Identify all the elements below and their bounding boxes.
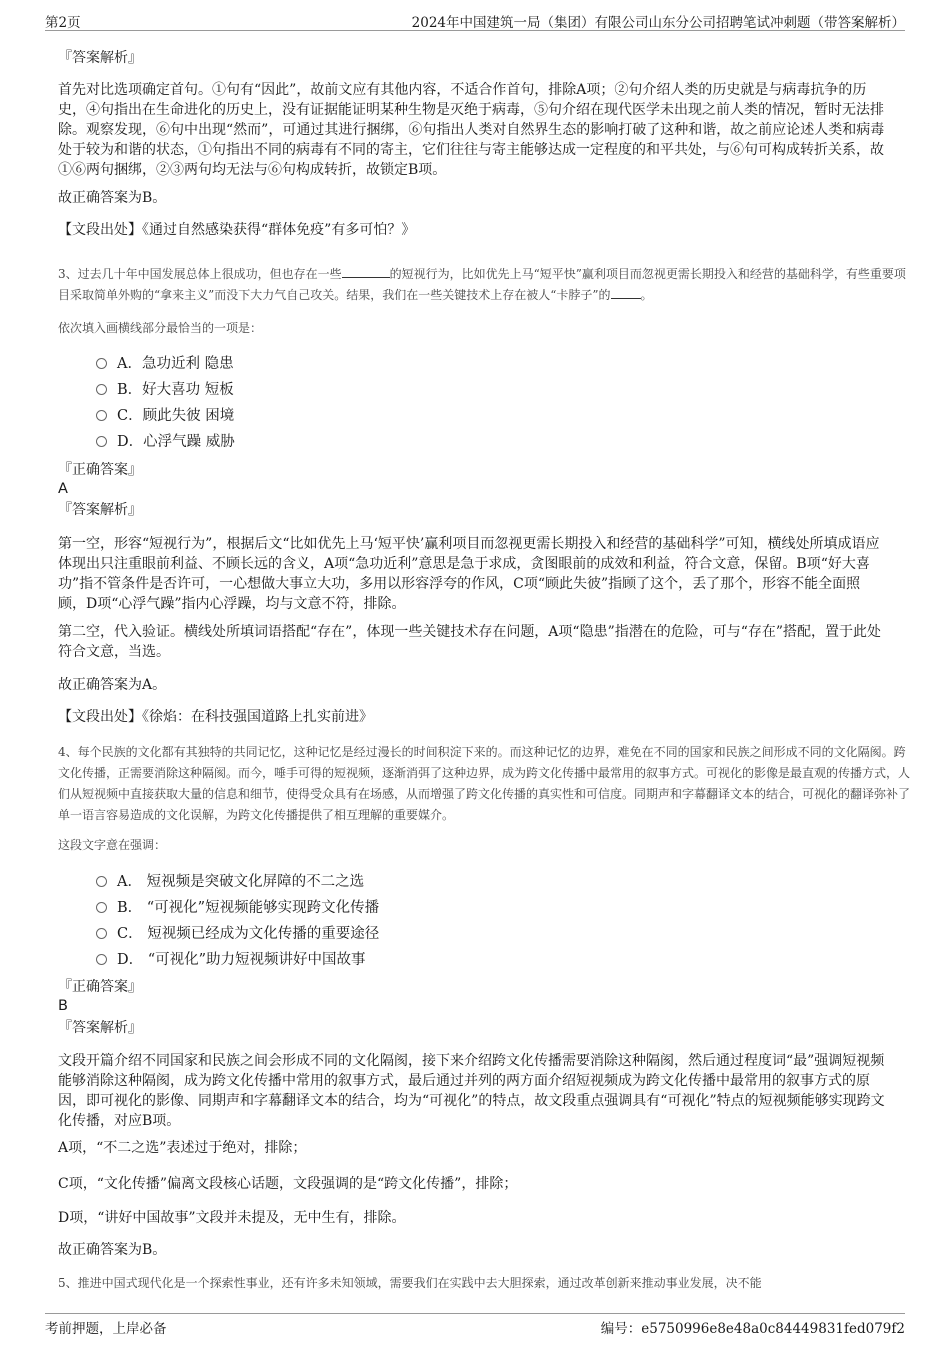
radio-icon[interactable] (96, 928, 107, 939)
q4-option-a-label: A． 短视频是突破文化屏障的不二之选 (117, 874, 365, 890)
q3-stem-part1: 3、过去几十年中国发展总体上很成功，但也存在一些 (58, 267, 342, 281)
footer-slogan: 考前押题，上岸必备 (45, 1321, 167, 1337)
q3-stem-part3: 。 (640, 288, 653, 302)
q3-option-d[interactable] (96, 432, 235, 452)
q3-analysis-1: 第一空，形容“短视行为”，根据后文“比如优先上马‘短平快’赢利项目而忽视更需长期投入和经营的基础科学”可知，横线处所填成语应体现出只注重眼前利益、不顾长远的含义，A项“急功近利”意思是急于求成，贪图眼前的成效和利益，符合文意，保留。B项“好大喜功”指不管条件是否许可，一心想做大事立大功，多用以形容浮夸的作风，C项“顾此失彼”指顾了这个，丢了那个，形容不能全面照顾，D项“心浮气躁”指内心浮躁，均与文意不符，排除。 (58, 536, 880, 612)
radio-icon[interactable] (96, 384, 107, 395)
q4-correct-label: 『正确答案』 (58, 979, 142, 995)
q4-option-b-label: B． “可视化”短视频能够实现跨文化传播 (117, 900, 380, 916)
q3-prompt: 依次填入画横线部分最恰当的一项是： (58, 321, 263, 335)
q3-option-a-label: A．急功近利 隐患 (117, 356, 234, 372)
q4-option-b[interactable] (96, 898, 379, 918)
radio-icon[interactable] (96, 954, 107, 965)
page-footer (45, 1313, 905, 1336)
q2-analysis-label: 『答案解析』 (58, 50, 142, 66)
q4-exclude-a: A项，“不二之选”表述过于绝对，排除； (58, 1140, 307, 1156)
q4-prompt: 这段文字意在强调： (58, 838, 167, 852)
q4-exclude-c: C项，“文化传播”偏离文段核心话题，文段强调的是“跨文化传播”，排除； (58, 1176, 518, 1192)
q4-analysis-label: 『答案解析』 (58, 1020, 142, 1036)
radio-icon[interactable] (96, 410, 107, 421)
q3-option-b-label: B．好大喜功 短板 (117, 382, 234, 398)
q4-option-c-label: C． 短视频已经成为文化传播的重要途径 (117, 926, 380, 942)
q2-source-title: 《通过自然感染获得“群体免疫”有多可怕？》 (142, 222, 416, 238)
q3-option-d-label: D．心浮气躁 威胁 (117, 434, 235, 450)
document-title: 2024年中国建筑一局（集团）有限公司山东分公司招聘笔试冲刺题（带答案解析） (411, 15, 905, 31)
q3-option-c[interactable] (96, 406, 234, 426)
q3-analysis-label: 『答案解析』 (58, 502, 142, 518)
q4-option-a[interactable] (96, 872, 364, 892)
radio-icon[interactable] (96, 902, 107, 913)
q4-answer: B (58, 998, 68, 1014)
q4-option-d-label: D． “可视化”助力短视频讲好中国故事 (117, 952, 366, 968)
q4-option-c[interactable] (96, 924, 379, 944)
fill-blank-2 (611, 286, 641, 299)
q2-source-label: 【文段出处】 (58, 222, 142, 238)
q3-stem (58, 264, 910, 306)
q2-source (58, 220, 888, 240)
q3-answer: A (58, 481, 68, 497)
q3-source-label: 【文段出处】 (58, 709, 142, 725)
q3-option-b[interactable] (96, 380, 234, 400)
q2-conclusion: 故正确答案为B。 (58, 190, 167, 206)
q3-source (58, 707, 888, 727)
radio-icon[interactable] (96, 436, 107, 447)
q4-exclude-d: D项，“讲好中国故事”文段并未提及，无中生有，排除。 (58, 1210, 406, 1226)
q4-analysis-text: 文段开篇介绍不同国家和民族之间会形成不同的文化隔阂，接下来介绍跨文化传播需要消除这种隔阂，然后通过程度词“最”强调短视频能够消除这种隔阂，成为跨文化传播中常用的叙事方式，最后通过并列的两方面介绍短视频成为跨文化传播中最常用的叙事方式的原因，即可视化的影像、同期声和字幕翻译文本的结合，均为“可视化”的特点，故文段重点强调具有“可视化”特点的短视频能够实现跨文化传播，对应B项。 (58, 1053, 885, 1129)
q3-option-c-label: C．顾此失彼 困境 (117, 408, 235, 424)
q3-analysis-2: 第二空，代入验证。横线处所填词语搭配“存在”，体现一些关键技术存在问题，A项“隐患”指潜在的危险，可与“存在”搭配，置于此处符合文意，当选。 (58, 624, 882, 660)
page-number: 第2页 (45, 15, 81, 31)
q4-stem: 4、每个民族的文化都有其独特的共同记忆，这种记忆是经过漫长的时间积淀下来的。而这种记忆的边界，难免在不同的国家和民族之间形成不同的文化隔阂。跨文化传播，正需要消除这种隔阂。而今，唾手可得的短视频，逐渐消弭了这种边界，成为跨文化传播中最常用的叙事方式。可视化的影像是最直观的传播方式，人们从短视频中直接获取大量的信息和细节，使得受众具有在场感，从而增强了跨文化传播的真实性和可信度。同期声和字幕翻译文本的结合，可视化的翻译弥补了单一语言容易造成的文化误解，为跨文化传播提供了相互理解的重要媒介。 (58, 745, 911, 822)
q3-stem-part2: 的短视行为，比如优先上马“短平快”赢利项目而忽视更需长期投入和经营的基础科学，有些重要项目采取简单外购的“拿来主义”而没下大力气自己攻关。结果，我们在一些关键技术上存在被人“卡脖子”的 (58, 267, 906, 302)
radio-icon[interactable] (96, 876, 107, 887)
radio-icon[interactable] (96, 358, 107, 369)
q4-conclusion: 故正确答案为B。 (58, 1242, 167, 1258)
q3-correct-label: 『正确答案』 (58, 462, 142, 478)
page-header (45, 8, 905, 31)
q5-stem: 5、推进中国式现代化是一个探索性事业，还有许多未知领域，需要我们在实践中去大胆探索，通过改革创新来推动事业发展，决不能 (58, 1276, 762, 1290)
q3-option-a[interactable] (96, 354, 234, 374)
q3-conclusion: 故正确答案为A。 (58, 677, 167, 693)
q4-option-d[interactable] (96, 950, 366, 970)
document-code: 编号：e5750996e8e48a0c84449831fed079f2 (600, 1321, 905, 1337)
q3-source-title: 《徐焰：在科技强国道路上扎实前进》 (142, 709, 373, 725)
q2-analysis-text: 首先对比选项确定首句。①句有“因此”，故前文应有其他内容，不适合作首句，排除A项；②句介绍人类的历史就是与病毒抗争的历史，④句指出在生命进化的历史上，没有证据能证明某种生物是灭绝于病毒，⑤句介绍在现代医学未出现之前人类的情况，暂时无法排除。观察发现，⑥句中出现“然而”，可通过其进行捆绑，⑥句指出人类对自然界生态的影响打破了这种和谐，故之前应论述人类和病毒处于较为和谐的状态，①句指出不同的病毒有不同的寄主，它们往往与寄主能够达成一定程度的和平共处，与⑥句可构成转折关系，故①⑥两句捆绑，②③两句均无法与⑥句构成转折，故锁定B项。 (58, 82, 885, 178)
fill-blank-1 (342, 265, 390, 278)
